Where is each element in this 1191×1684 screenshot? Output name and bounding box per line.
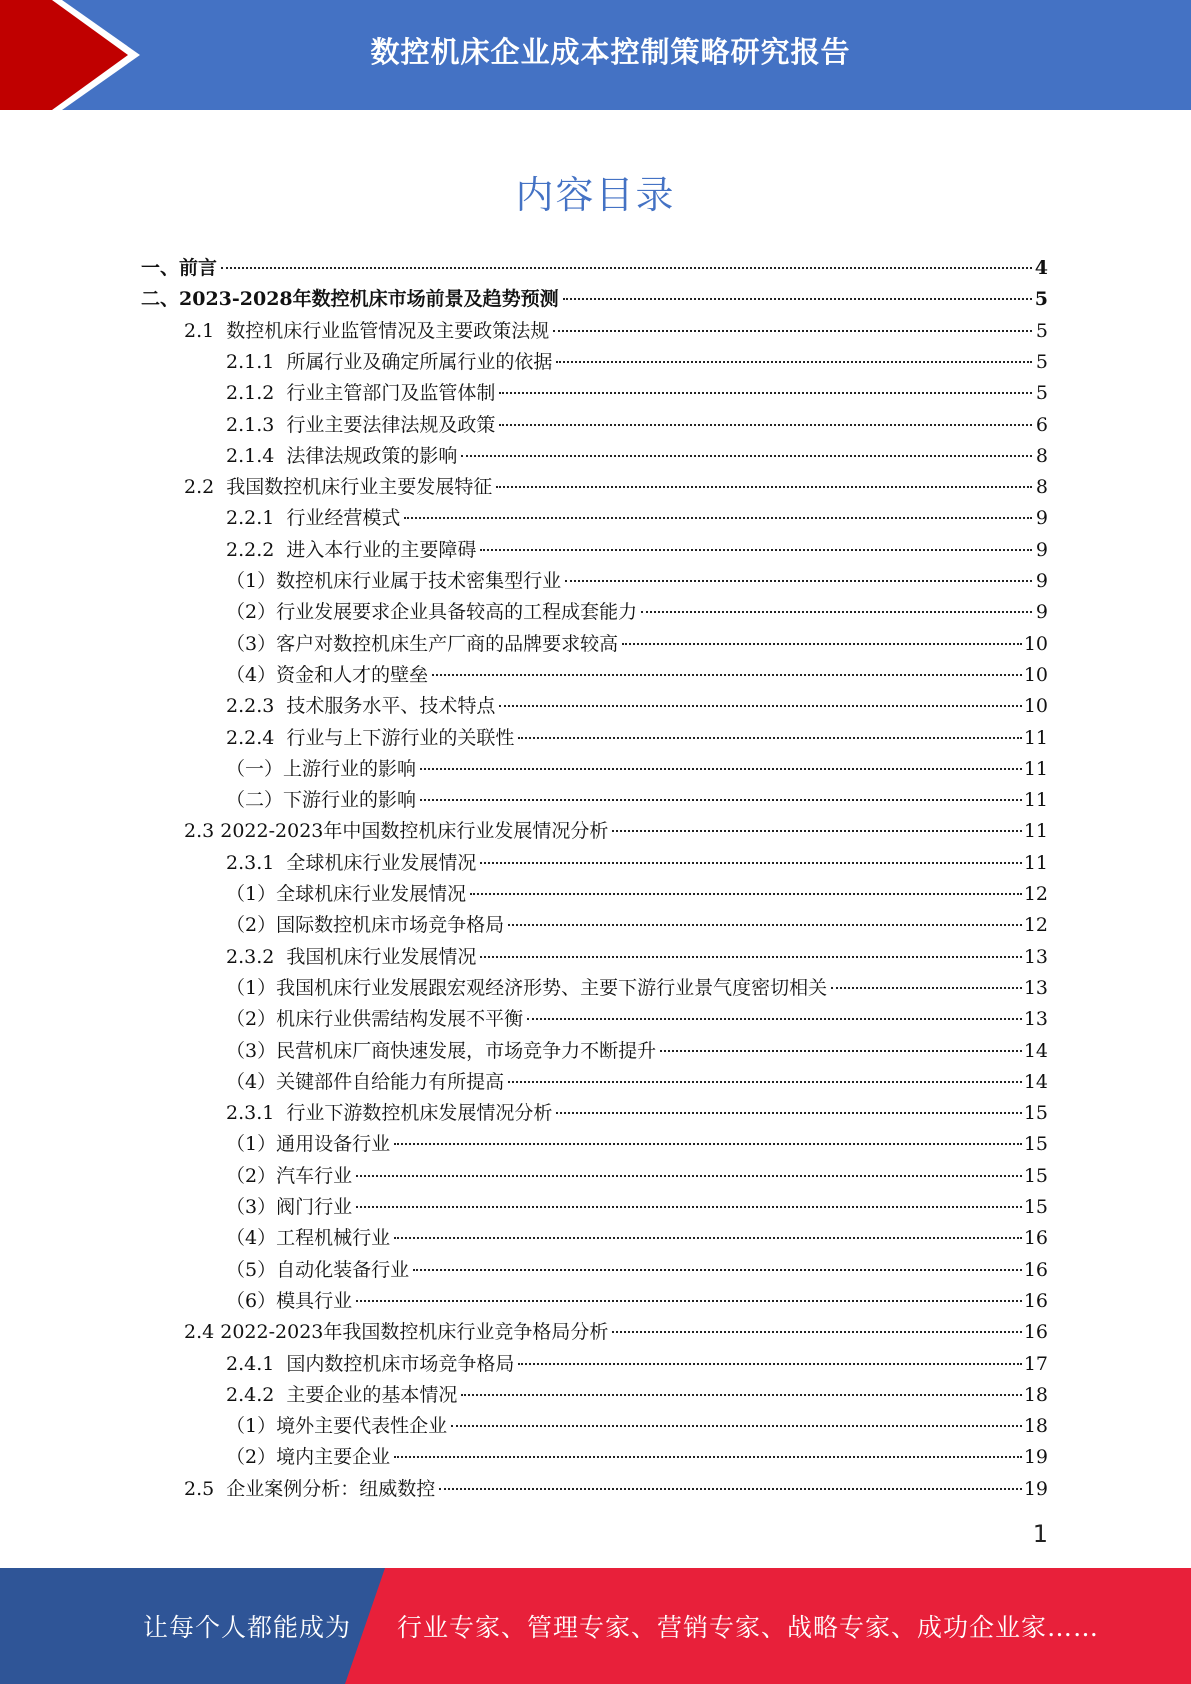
toc-entry-page: 11 xyxy=(1023,851,1048,874)
toc-entry[interactable] xyxy=(226,503,1048,534)
toc-entry[interactable] xyxy=(226,942,1048,973)
toc-entry-page: 16 xyxy=(1023,1258,1048,1281)
toc-entry-label: （4）工程机械行业 xyxy=(226,1227,391,1250)
toc-entry[interactable] xyxy=(226,410,1048,441)
toc-entry-label: （1）全球机床行业发展情况 xyxy=(226,883,467,905)
toc-leader-dots xyxy=(356,1175,1022,1177)
toc-entry-label: （1）数控机床行业属于技术密集型行业 xyxy=(226,570,562,592)
report-title: 数控机床企业成本控制策略研究报告 xyxy=(370,35,851,69)
toc-entry[interactable] xyxy=(226,347,1048,378)
toc-entry-label: 2.1.4 法律法规政策的影响 xyxy=(226,444,458,467)
toc-entry[interactable] xyxy=(226,1223,1048,1254)
toc-entry[interactable] xyxy=(184,1474,1048,1505)
toc-entry-label: （一）上游行业的影响 xyxy=(226,757,417,780)
toc-entry-page: 6 xyxy=(1035,413,1048,436)
footer-slogan-right: 行业专家、管理专家、营销专家、战略专家、成功企业家…… xyxy=(397,1613,1100,1642)
toc-entry-label: 二、2023-2028年数控机床市场前景及趋势预测 xyxy=(141,288,559,311)
toc-entry-label: 一、前言 xyxy=(141,257,218,279)
toc-leader-dots xyxy=(622,643,1022,645)
toc-entry[interactable] xyxy=(184,316,1048,347)
toc-leader-dots xyxy=(470,893,1022,895)
toc-entry-label: 2.3.2 我国机床行业发展情况 xyxy=(226,945,477,968)
toc-entry-label: （二）下游行业的影响 xyxy=(226,789,417,812)
toc-entry-page: 11 xyxy=(1023,757,1048,780)
toc-leader-dots xyxy=(499,424,1032,426)
toc-entry-page: 19 xyxy=(1023,1446,1048,1469)
toc-leader-dots xyxy=(404,517,1032,519)
toc-entry-page: 8 xyxy=(1035,476,1048,499)
toc-entry[interactable] xyxy=(226,660,1048,691)
toc-entry[interactable] xyxy=(226,441,1048,472)
toc-entry[interactable] xyxy=(141,253,1048,284)
toc-entry[interactable] xyxy=(226,535,1048,566)
toc-leader-dots xyxy=(563,298,1032,300)
toc-entry-label: （2）汽车行业 xyxy=(226,1164,353,1187)
toc-entry-page: 15 xyxy=(1023,1102,1048,1125)
toc-entry-page: 10 xyxy=(1023,632,1048,655)
toc-leader-dots xyxy=(831,987,1022,989)
toc-entry-label: （6）模具行业 xyxy=(226,1289,353,1312)
toc-leader-dots xyxy=(565,580,1032,582)
toc-entry[interactable] xyxy=(226,1004,1048,1035)
toc-entry[interactable] xyxy=(226,1349,1048,1380)
toc-leader-dots xyxy=(660,1050,1022,1052)
toc-entry-page: 19 xyxy=(1023,1477,1048,1500)
toc-entry-label: （2）国际数控机床市场竞争格局 xyxy=(226,914,505,937)
footer-slogan-left: 让每个人都能成为 xyxy=(143,1613,352,1642)
toc-entry-label: （4）关键部件自给能力有所提高 xyxy=(226,1070,505,1093)
toc-leader-dots xyxy=(508,1081,1022,1083)
toc-leader-dots xyxy=(556,361,1032,363)
toc-entry-label: 2.1.2 行业主管部门及监管体制 xyxy=(226,382,496,405)
toc-entry-label: （3）客户对数控机床生产厂商的品牌要求较高 xyxy=(226,632,619,655)
toc-entry-page: 13 xyxy=(1023,945,1048,968)
toc-entry-page: 9 xyxy=(1035,538,1048,561)
toc-entry[interactable] xyxy=(226,1192,1048,1223)
toc-entry-page: 5 xyxy=(1035,382,1048,405)
toc-entry-label: 2.3 2022-2023年中国数控机床行业发展情况分析 xyxy=(184,820,609,843)
toc-leader-dots xyxy=(420,768,1022,770)
toc-leader-dots xyxy=(394,1143,1022,1145)
toc-entry-page: 14 xyxy=(1023,1070,1048,1093)
toc-leader-dots xyxy=(612,1331,1021,1333)
toc-entry-page: 10 xyxy=(1023,695,1048,718)
toc-leader-dots xyxy=(480,956,1021,958)
toc-entry[interactable] xyxy=(226,879,1048,910)
toc-leader-dots xyxy=(518,1363,1021,1365)
toc-entry-page: 12 xyxy=(1023,883,1048,905)
toc-leader-dots xyxy=(480,862,1021,864)
toc-leader-dots xyxy=(420,799,1022,801)
toc-entry-label: 2.3.1 全球机床行业发展情况 xyxy=(226,851,477,874)
toc-entry-label: （3）民营机床厂商快速发展，市场竞争力不断提升 xyxy=(226,1039,657,1062)
toc-entry-label: （2）机床行业供需结构发展不平衡 xyxy=(226,1008,524,1031)
toc-entry-label: 2.5 企业案例分析：纽威数控 xyxy=(184,1477,436,1500)
toc-entry-page: 9 xyxy=(1035,601,1048,624)
toc-entry-label: 2.4.1 国内数控机床市场竞争格局 xyxy=(226,1352,515,1375)
toc-entry[interactable] xyxy=(226,378,1048,409)
toc-entry[interactable] xyxy=(226,754,1048,785)
toc-entry-page: 5 xyxy=(1035,319,1048,342)
toc-entry-page: 18 xyxy=(1023,1415,1048,1438)
toc-entry[interactable] xyxy=(226,566,1048,597)
toc-entry-label: 2.2.4 行业与上下游行业的关联性 xyxy=(226,726,515,749)
toc-entry-label: （1）境外主要代表性企业 xyxy=(226,1415,448,1438)
toc-entry-page: 8 xyxy=(1035,444,1048,467)
toc-entry-label: 2.3.1 行业下游数控机床发展情况分析 xyxy=(226,1102,553,1125)
toc-entry-page: 11 xyxy=(1023,726,1048,749)
toc-entry-page: 13 xyxy=(1023,1008,1048,1031)
toc-leader-dots xyxy=(432,674,1022,676)
toc-entry-page: 11 xyxy=(1023,820,1048,843)
toc-leader-dots xyxy=(499,705,1021,707)
toc-leader-dots xyxy=(439,1488,1022,1490)
toc-leader-dots xyxy=(496,486,1032,488)
toc-entry-page: 14 xyxy=(1023,1039,1048,1062)
toc-entry-page: 16 xyxy=(1023,1227,1048,1250)
toc-entry-label: （5）自动化装备行业 xyxy=(226,1258,410,1281)
toc-entry-label: （4）资金和人才的壁垒 xyxy=(226,663,429,686)
toc-entry[interactable] xyxy=(226,691,1048,722)
toc-entry[interactable] xyxy=(226,1098,1048,1129)
toc-leader-dots xyxy=(480,549,1032,551)
toc-entry-page: 11 xyxy=(1023,789,1048,812)
toc-entry-label: 2.4 2022-2023年我国数控机床行业竞争格局分析 xyxy=(184,1321,609,1344)
toc-entry-page: 16 xyxy=(1023,1321,1048,1344)
toc-leader-dots xyxy=(461,455,1032,457)
toc-leader-dots xyxy=(413,1269,1022,1271)
toc-leader-dots xyxy=(394,1456,1022,1458)
toc-entry[interactable] xyxy=(226,785,1048,816)
toc-leader-dots xyxy=(612,830,1021,832)
toc-entry-label: （2）境内主要企业 xyxy=(226,1446,391,1469)
toc-leader-dots xyxy=(641,611,1032,613)
toc-entry-page: 9 xyxy=(1035,507,1048,530)
toc-entry[interactable] xyxy=(226,629,1048,660)
toc-entry-page: 18 xyxy=(1023,1383,1048,1406)
toc-entry-page: 4 xyxy=(1034,257,1048,279)
toc-leader-dots xyxy=(221,267,1032,269)
toc-entry-page: 12 xyxy=(1023,914,1048,937)
toc-entry-label: （3）阀门行业 xyxy=(226,1196,353,1218)
toc-entry[interactable] xyxy=(141,284,1048,315)
toc-entry[interactable] xyxy=(226,1286,1048,1317)
toc-leader-dots xyxy=(451,1425,1022,1427)
toc-entry[interactable] xyxy=(226,910,1048,941)
toc-entry[interactable] xyxy=(226,1161,1048,1192)
toc-entry-page: 10 xyxy=(1023,663,1048,686)
toc-entry-page: 15 xyxy=(1023,1196,1048,1218)
toc-entry[interactable] xyxy=(226,723,1048,754)
toc-leader-dots xyxy=(356,1300,1022,1302)
toc-entry[interactable] xyxy=(226,1036,1048,1067)
toc-entry[interactable] xyxy=(226,1442,1048,1473)
toc-entry[interactable] xyxy=(226,1411,1048,1442)
toc-entry-label: 2.2.1 行业经营模式 xyxy=(226,507,401,530)
toc-entry-label: 2.2.2 进入本行业的主要障碍 xyxy=(226,538,477,561)
toc-entry-label: 2.1 数控机床行业监管情况及主要政策法规 xyxy=(184,319,550,342)
toc-entry-label: （1）通用设备行业 xyxy=(226,1133,391,1156)
toc-entry[interactable] xyxy=(184,1317,1048,1348)
toc-entry[interactable] xyxy=(184,472,1048,503)
page-header xyxy=(0,0,1191,110)
toc-entry[interactable] xyxy=(184,816,1048,847)
toc-entry-page: 13 xyxy=(1023,976,1048,999)
toc-entry-label: 2.2.3 技术服务水平、技术特点 xyxy=(226,695,496,718)
toc-entry-label: 2.1.3 行业主要法律法规及政策 xyxy=(226,413,496,436)
toc-entry-label: 2.2 我国数控机床行业主要发展特征 xyxy=(184,476,493,499)
toc-entry[interactable] xyxy=(226,973,1048,1004)
toc-entry-page: 15 xyxy=(1023,1133,1048,1156)
toc-entry[interactable] xyxy=(226,1129,1048,1160)
toc-leader-dots xyxy=(527,1018,1022,1020)
toc-leader-dots xyxy=(518,737,1021,739)
toc-entry-page: 5 xyxy=(1034,288,1048,311)
toc-entry-label: （1）我国机床行业发展跟宏观经济形势、主要下游行业景气度密切相关 xyxy=(226,976,828,999)
toc-entry[interactable] xyxy=(226,1067,1048,1098)
toc-leader-dots xyxy=(508,924,1022,926)
toc-entry-page: 16 xyxy=(1023,1289,1048,1312)
toc-entry-label: 2.1.1 所属行业及确定所属行业的依据 xyxy=(226,350,553,373)
toc-entry-page: 9 xyxy=(1035,570,1048,592)
toc-leader-dots xyxy=(499,392,1032,394)
toc-entry[interactable] xyxy=(226,597,1048,628)
toc-leader-dots xyxy=(553,330,1032,332)
toc-entry-page: 15 xyxy=(1023,1164,1048,1187)
toc-leader-dots xyxy=(556,1112,1021,1114)
toc-entry-page: 5 xyxy=(1035,350,1048,373)
toc-entry[interactable] xyxy=(226,848,1048,879)
toc-entry-label: （2）行业发展要求企业具备较高的工程成套能力 xyxy=(226,601,638,624)
toc-entry-label: 2.4.2 主要企业的基本情况 xyxy=(226,1383,458,1406)
page-number: 1 xyxy=(1032,1520,1048,1548)
toc-heading: 内容目录 xyxy=(515,173,676,217)
toc-entry-page: 17 xyxy=(1023,1352,1048,1375)
toc-entry[interactable] xyxy=(226,1255,1048,1286)
toc-leader-dots xyxy=(461,1394,1021,1396)
page-footer xyxy=(0,1568,1191,1684)
toc-entry[interactable] xyxy=(226,1380,1048,1411)
toc-leader-dots xyxy=(394,1237,1022,1239)
toc-leader-dots xyxy=(356,1206,1022,1208)
